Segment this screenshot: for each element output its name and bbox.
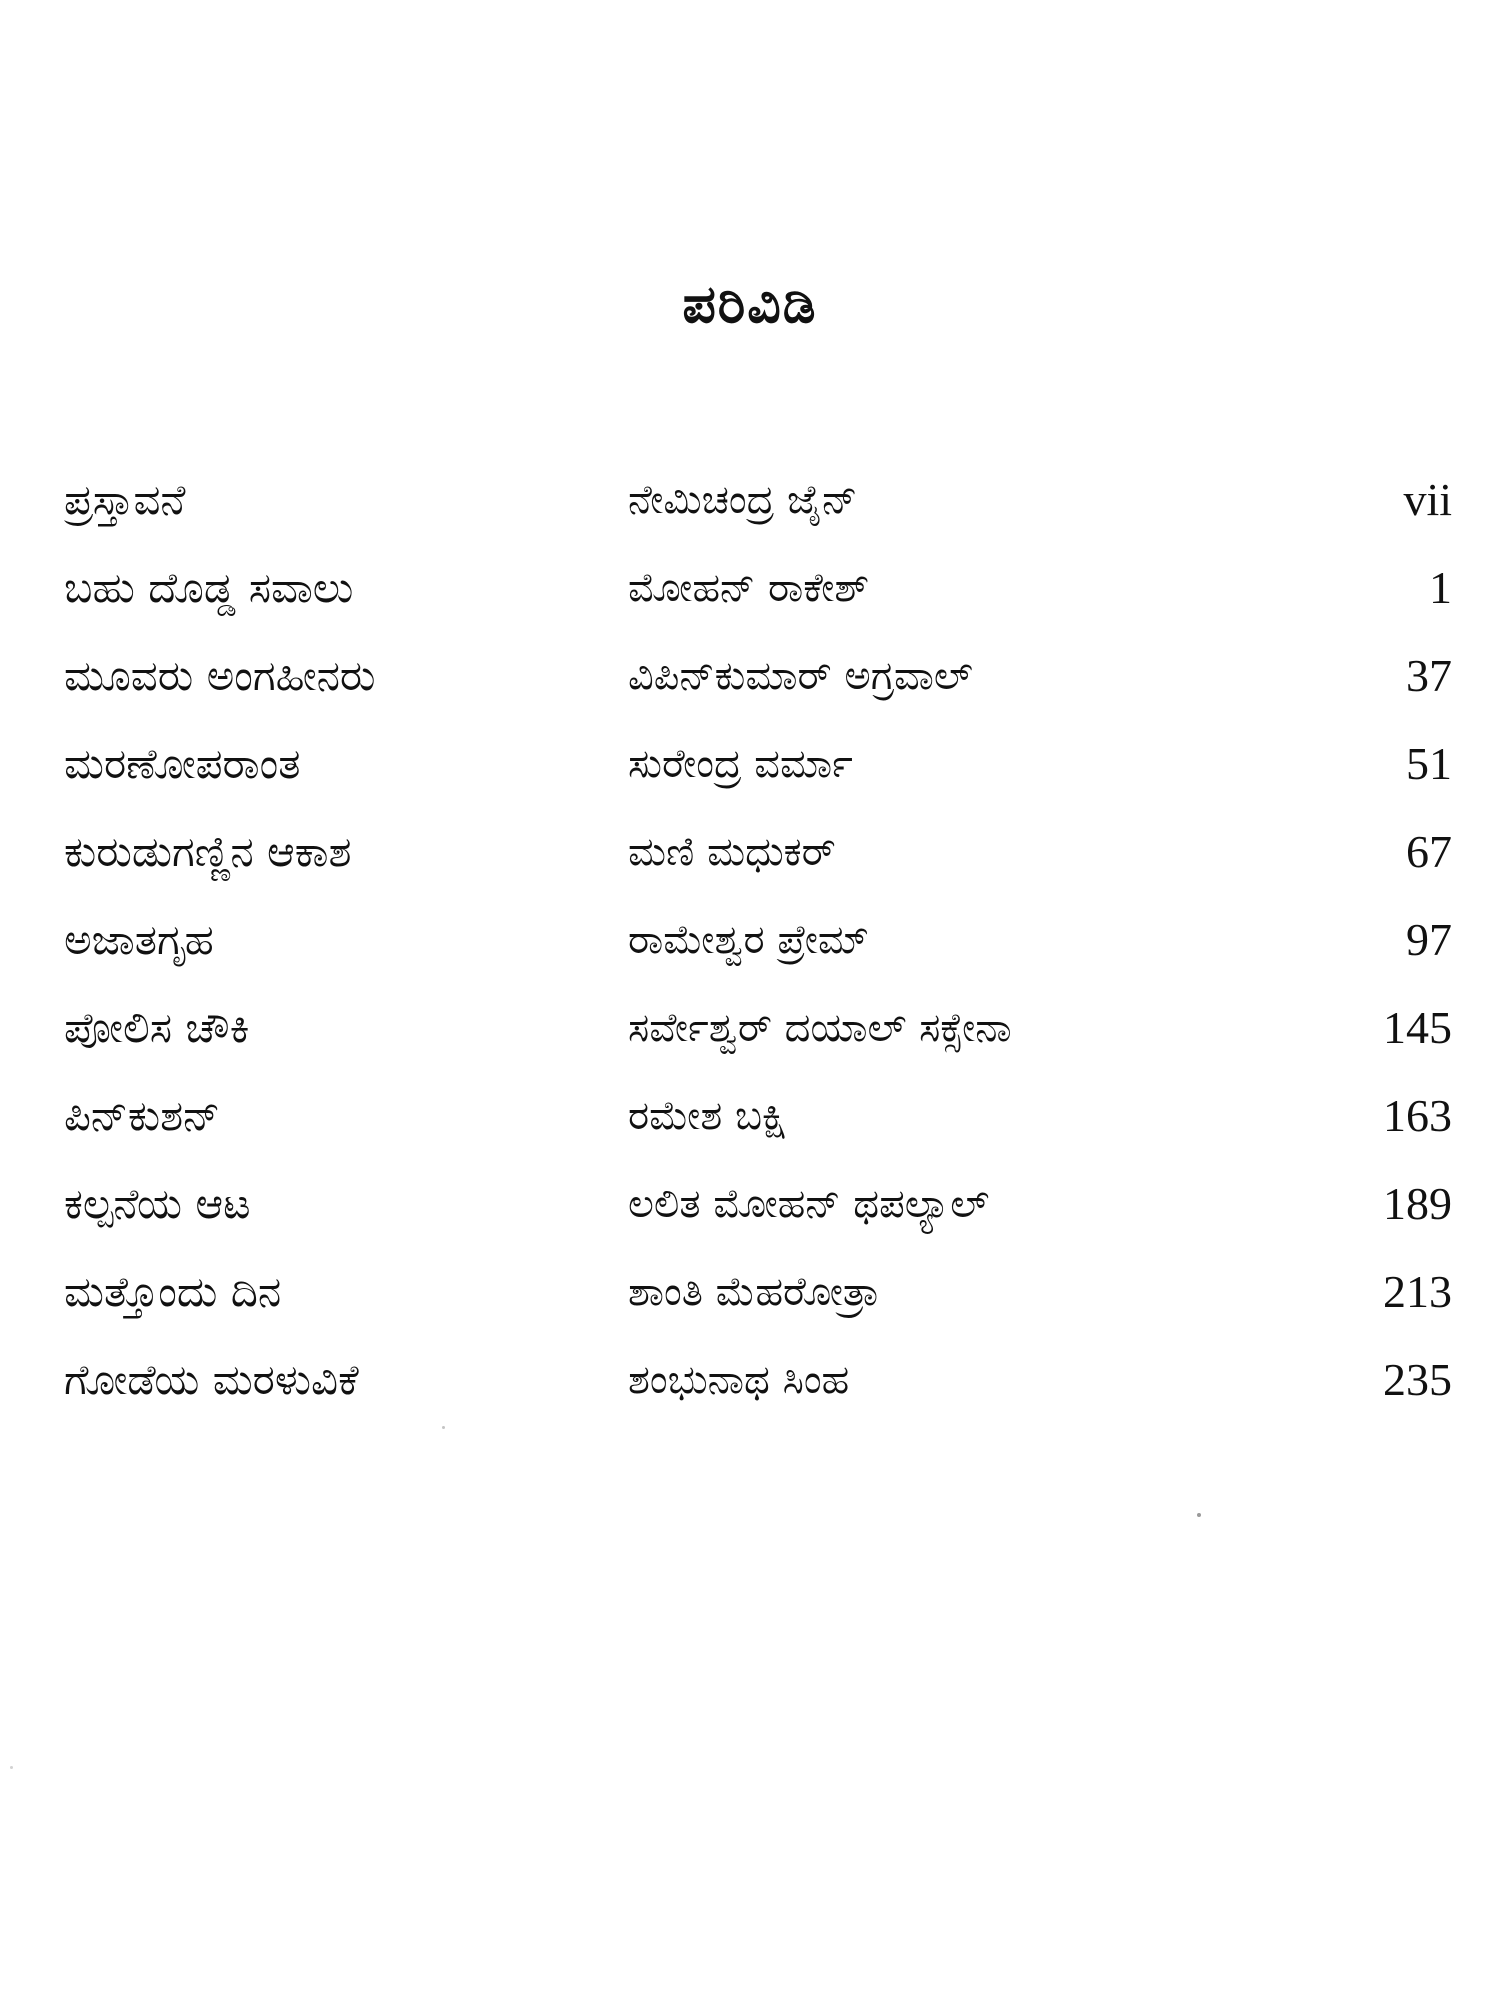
chapter-title: ಪೋಲಿಸ ಚೌಕಿ	[64, 1003, 250, 1052]
table-of-contents	[0, 468, 1500, 1436]
chapter-author: ಮೋಹನ್ ರಾಕೇಶ್	[628, 565, 870, 611]
chapter-title: ಪಿನ್‌ಕುಶನ್	[64, 1091, 221, 1140]
paper-speck	[1197, 1513, 1201, 1517]
chapter-author: ಸರ್ವೇಶ್ವರ್ ದಯಾಲ್ ಸಕ್ಸೇನಾ	[628, 1005, 1012, 1051]
toc-row	[0, 820, 1500, 908]
chapter-title: ಗೋಡೆಯ ಮರಳುವಿಕೆ	[64, 1355, 359, 1404]
toc-row	[0, 1172, 1500, 1260]
toc-row	[0, 1348, 1500, 1436]
toc-row	[0, 908, 1500, 996]
toc-row	[0, 1084, 1500, 1172]
chapter-title: ಅಜಾತಗೃಹ	[64, 915, 214, 964]
chapter-title: ಪ್ರಸ್ತಾವನೆ	[64, 475, 186, 524]
toc-row	[0, 996, 1500, 1084]
paper-speck	[10, 1766, 13, 1769]
chapter-page-number: 163	[1383, 1090, 1452, 1141]
chapter-page-number: 213	[1383, 1266, 1452, 1317]
chapter-page-number: 1	[1429, 562, 1452, 613]
chapter-title: ಕಲ್ಪನೆಯ ಆಟ	[64, 1179, 251, 1228]
chapter-title: ಮರಣೋಪರಾಂತ	[64, 739, 301, 788]
chapter-page-number: 189	[1383, 1178, 1452, 1229]
toc-row	[0, 556, 1500, 644]
toc-row	[0, 644, 1500, 732]
chapter-page-number: 97	[1406, 914, 1452, 965]
page-title: ಪರಿವಿಡಿ	[682, 275, 818, 335]
chapter-title: ಮತ್ತೊಂದು ದಿನ	[64, 1267, 282, 1316]
chapter-author: ಶಾಂತಿ ಮೆಹರೋತ್ರಾ	[628, 1269, 880, 1315]
toc-row	[0, 468, 1500, 556]
paper-speck	[442, 1426, 445, 1429]
chapter-author: ನೇಮಿಚಂದ್ರ ಜೈನ್	[628, 477, 858, 523]
chapter-page-number: 67	[1406, 826, 1452, 877]
chapter-author: ಸುರೇಂದ್ರ ವರ್ಮಾ	[628, 741, 853, 787]
toc-row	[0, 1260, 1500, 1348]
chapter-author: ಲಲಿತ ಮೋಹನ್ ಥಪಲ್ಯಾಲ್	[628, 1181, 990, 1227]
chapter-author: ರಮೇಶ ಬಕ್ಷಿ	[628, 1093, 787, 1139]
chapter-page-number: 235	[1383, 1354, 1452, 1405]
chapter-author: ವಿಪಿನ್‌ಕುಮಾರ್ ಅಗ್ರವಾಲ್	[628, 653, 973, 699]
chapter-author: ಮಣಿ ಮಧುಕರ್	[628, 829, 836, 875]
chapter-title: ಮೂವರು ಅಂಗಹೀನರು	[64, 651, 376, 700]
chapter-title: ಕುರುಡುಗಣ್ಣಿನ ಆಕಾಶ	[64, 827, 352, 876]
toc-row	[0, 732, 1500, 820]
chapter-title: ಬಹು ದೊಡ್ಡ ಸವಾಲು	[64, 563, 354, 612]
chapter-page-number: vii	[1403, 474, 1452, 525]
chapter-page-number: 145	[1383, 1002, 1452, 1053]
chapter-page-number: 51	[1406, 738, 1452, 789]
chapter-author: ರಾಮೇಶ್ವರ ಪ್ರೇಮ್	[628, 917, 869, 963]
chapter-author: ಶಂಭುನಾಥ ಸಿಂಹ	[628, 1357, 850, 1403]
chapter-page-number: 37	[1406, 650, 1452, 701]
